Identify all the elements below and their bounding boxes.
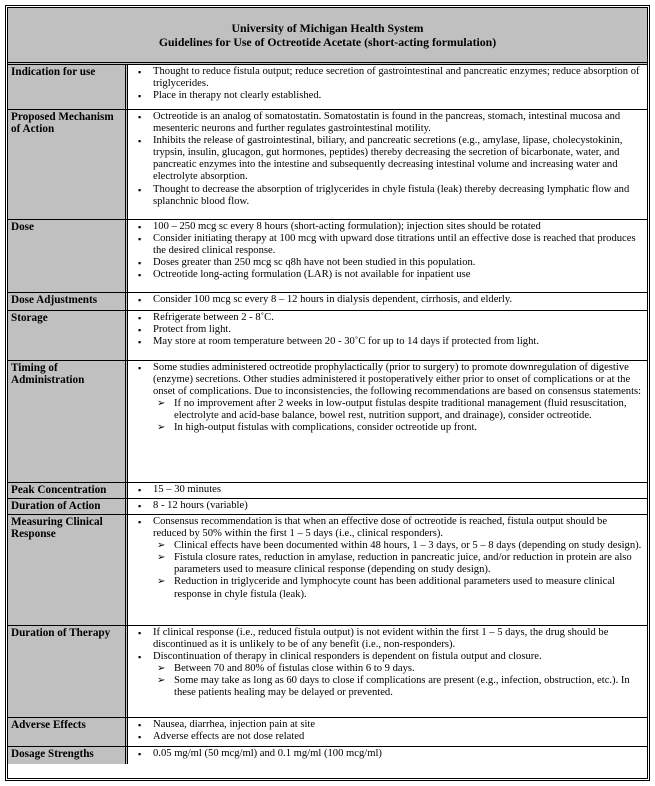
table-row bbox=[8, 515, 647, 626]
bullet-item bbox=[132, 651, 643, 663]
square-bullet-icon: ▪ bbox=[138, 234, 142, 245]
row-content bbox=[128, 499, 647, 514]
square-bullet-icon: ▪ bbox=[138, 258, 142, 269]
row-content bbox=[128, 361, 647, 482]
sub-bullet-item bbox=[153, 675, 643, 699]
sub-bullet-text: If no improvement after 2 weeks in low-output fistulas despite traditional management (fluid resuscitation, electrolyte and acid-base balance, bowel rest, nutrition support, and drainage), consider octreotide. bbox=[174, 398, 627, 422]
bullet-text: If clinical response (i.e., reduced fistula output) is not evident within the first 1 – 5 days, the drug should be discontinued as it is unlikely to be of any benefit (i.e., non-responders). bbox=[153, 627, 609, 651]
row-content bbox=[128, 747, 647, 764]
square-bullet-icon: ▪ bbox=[138, 501, 142, 511]
row-label: Storage bbox=[8, 311, 128, 360]
bullet-item bbox=[132, 294, 643, 306]
bullet-text: 0.05 mg/ml (50 mcg/ml) and 0.1 mg/ml (100 mcg/ml) bbox=[153, 748, 382, 759]
bullet-text: Octreotide long-acting formulation (LAR) is not available for inpatient use bbox=[153, 269, 471, 281]
row-content bbox=[128, 483, 647, 498]
bullet-item bbox=[132, 627, 643, 651]
arrow-bullet-icon: ➢ bbox=[157, 422, 166, 434]
square-bullet-icon: ▪ bbox=[138, 720, 142, 730]
bullet-item bbox=[132, 731, 643, 743]
row-content bbox=[128, 293, 647, 310]
row-content bbox=[128, 311, 647, 360]
sub-bullet-text: Clinical effects have been documented within 48 hours, 1 – 3 days, or 5 – 8 days (depending on study design). bbox=[174, 540, 642, 552]
table-row bbox=[8, 483, 647, 499]
sub-bullet-item bbox=[153, 540, 643, 552]
square-bullet-icon: ▪ bbox=[138, 67, 142, 77]
table-row bbox=[8, 311, 647, 361]
row-content bbox=[128, 110, 647, 219]
bullet-item bbox=[132, 233, 643, 257]
bullet-text: Inhibits the release of gastrointestinal, biliary, and pancreatic secretions (e.g., amylase, lipase, cholecystokinin, trypsin, insulin, glucagon, gut hormones, peptides) thereby decreasing the secretion of bicarbonate, water, and pancreatic enzymes into the intestine and subsequently decreasing intestinal volume and increasing water and electrolyte absorption. bbox=[153, 135, 623, 183]
arrow-bullet-icon: ➢ bbox=[157, 663, 166, 675]
sub-bullet-text: Some may take as long as 60 days to close if complications are present (e.g., infection, obstruction, etc.). In these patients healing may be delayed or prevented. bbox=[174, 675, 630, 699]
square-bullet-icon: ▪ bbox=[138, 337, 142, 348]
square-bullet-icon: ▪ bbox=[138, 485, 142, 495]
bullet-item bbox=[132, 748, 643, 760]
bullet-text: Consensus recommendation is that when an effective dose of octreotide is reached, fistula output should be reduced by 50% within the first 1 – 5 days (i.e., clinical responders). bbox=[153, 516, 608, 540]
row-label: Duration of Therapy bbox=[8, 626, 128, 717]
square-bullet-icon: ▪ bbox=[138, 652, 142, 663]
table-row bbox=[8, 110, 647, 220]
bullet-item bbox=[132, 336, 643, 348]
sub-bullet-text: In high-output fistulas with complications, consider octreotide up front. bbox=[174, 422, 478, 434]
organization-name: University of Michigan Health System bbox=[231, 21, 424, 35]
row-label: Indication for use bbox=[8, 65, 128, 109]
bullet-text: Doses greater than 250 mcg sc q8h have not been studied in this population. bbox=[153, 257, 476, 269]
bullet-item bbox=[132, 362, 643, 398]
bullet-item bbox=[132, 221, 643, 233]
square-bullet-icon: ▪ bbox=[138, 295, 142, 305]
bullet-text: May store at room temperature between 20 - 30˚C for up to 14 days if protected from light. bbox=[153, 336, 539, 348]
sub-bullet-text: Between 70 and 80% of fistulas close within 6 to 9 days. bbox=[174, 663, 415, 675]
bullet-text: Octreotide is an analog of somatostatin. Somatostatin is found in the pancreas, stomach, intestinal mucosa and mesenteric neurons and further regulates gastrointestinal motility. bbox=[153, 111, 621, 135]
row-content bbox=[128, 718, 647, 746]
row-content bbox=[128, 220, 647, 292]
bullet-item bbox=[132, 500, 643, 512]
arrow-bullet-icon: ➢ bbox=[157, 398, 166, 410]
row-label: Peak Concentration bbox=[8, 483, 128, 498]
square-bullet-icon: ▪ bbox=[138, 136, 142, 147]
row-label: Measuring Clinical Response bbox=[8, 515, 128, 625]
bullet-item bbox=[132, 257, 643, 269]
table-row bbox=[8, 65, 647, 110]
row-label: Dosage Strengths bbox=[8, 747, 128, 764]
row-content bbox=[128, 515, 647, 625]
row-label: Dose bbox=[8, 220, 128, 292]
bullet-item bbox=[132, 184, 643, 208]
arrow-bullet-icon: ➢ bbox=[157, 675, 166, 687]
sub-bullet-text: Fistula closure rates, reduction in amylase, reduction in pancreatic juice, and/or reduction in protein are also parameters used to measure clinical response (depending on study design). bbox=[174, 552, 632, 576]
table-row bbox=[8, 499, 647, 515]
bullet-text: Refrigerate between 2 - 8˚C. bbox=[153, 312, 274, 323]
bullet-item bbox=[132, 324, 643, 336]
bullet-item bbox=[132, 516, 643, 540]
bullet-item bbox=[132, 66, 643, 90]
bullet-text: Nausea, diarrhea, injection pain at site bbox=[153, 719, 316, 730]
document-title: Guidelines for Use of Octreotide Acetate (short-acting formulation) bbox=[158, 35, 497, 49]
bullet-text: 15 – 30 minutes bbox=[153, 484, 221, 495]
square-bullet-icon: ▪ bbox=[138, 517, 142, 527]
bullet-text: Some studies administered octreotide prophylactically (prior to surgery) to promote downregulation of digestive (enzyme) secretions. Other studies administered it postoperatively either prior to onset of complications or at the onset of complications. Due to inconsistencies, the following recommendations are based on consensus statements: bbox=[153, 362, 642, 398]
document-header bbox=[8, 8, 647, 65]
sub-bullet-text: Reduction in triglyceride and lymphocyte count has been additional parameters used to measure clinical response in chyle fistula (leak). bbox=[174, 576, 615, 600]
square-bullet-icon: ▪ bbox=[138, 222, 142, 232]
sub-bullet-item bbox=[153, 422, 643, 434]
square-bullet-icon: ▪ bbox=[138, 91, 142, 102]
table-row bbox=[8, 747, 647, 764]
bullet-text: 100 – 250 mcg sc every 8 hours (short-acting formulation); injection sites should be rotated bbox=[153, 221, 541, 232]
row-label: Dose Adjustments bbox=[8, 293, 128, 310]
table-row bbox=[8, 293, 647, 311]
sub-bullet-item bbox=[153, 576, 643, 600]
bullet-item bbox=[132, 719, 643, 731]
square-bullet-icon: ▪ bbox=[138, 270, 142, 281]
square-bullet-icon: ▪ bbox=[138, 184, 142, 195]
square-bullet-icon: ▪ bbox=[138, 749, 142, 759]
bullet-text: Consider initiating therapy at 100 mcg with upward dose titrations until an effective dose is reached that produces the desired clinical response. bbox=[153, 233, 636, 257]
table-row bbox=[8, 626, 647, 718]
bullet-text: Consider 100 mcg sc every 8 – 12 hours in dialysis dependent, cirrhosis, and elderly. bbox=[153, 294, 513, 305]
bullet-text: 8 - 12 hours (variable) bbox=[153, 500, 248, 511]
row-label: Timing of Administration bbox=[8, 361, 128, 482]
table-row bbox=[8, 361, 647, 483]
row-label: Adverse Effects bbox=[8, 718, 128, 746]
bullet-item bbox=[132, 312, 643, 324]
sub-bullet-item bbox=[153, 663, 643, 675]
bullet-text: Discontinuation of therapy in clinical responders is dependent on fistula output and closure. bbox=[153, 651, 542, 663]
sub-bullet-item bbox=[153, 552, 643, 576]
bullet-text: Place in therapy not clearly established. bbox=[153, 90, 322, 102]
table-row bbox=[8, 220, 647, 293]
square-bullet-icon: ▪ bbox=[138, 112, 142, 122]
sub-bullet-item bbox=[153, 398, 643, 422]
square-bullet-icon: ▪ bbox=[138, 732, 142, 743]
row-content bbox=[128, 65, 647, 109]
guidelines-table bbox=[8, 65, 647, 764]
bullet-text: Protect from light. bbox=[153, 324, 231, 336]
bullet-item bbox=[132, 269, 643, 281]
arrow-bullet-icon: ➢ bbox=[157, 540, 166, 552]
row-label: Duration of Action bbox=[8, 499, 128, 514]
square-bullet-icon: ▪ bbox=[138, 628, 142, 638]
square-bullet-icon: ▪ bbox=[138, 313, 142, 323]
row-label: Proposed Mechanism of Action bbox=[8, 110, 128, 219]
bullet-text: Thought to decrease the absorption of triglycerides in chyle fistula (leak) thereby decreasing lymphatic flow and splanchnic blood flow. bbox=[153, 183, 630, 207]
bullet-item bbox=[132, 484, 643, 496]
arrow-bullet-icon: ➢ bbox=[157, 576, 166, 588]
table-row bbox=[8, 718, 647, 747]
row-content bbox=[128, 626, 647, 717]
guidelines-document bbox=[5, 5, 650, 781]
bullet-item bbox=[132, 90, 643, 102]
bullet-item bbox=[132, 111, 643, 135]
bullet-text: Adverse effects are not dose related bbox=[153, 731, 305, 743]
bullet-text: Thought to reduce fistula output; reduce secretion of gastrointestinal and pancreatic enzymes; reduce absorption of triglycerides. bbox=[153, 66, 640, 90]
square-bullet-icon: ▪ bbox=[138, 363, 142, 373]
arrow-bullet-icon: ➢ bbox=[157, 552, 166, 564]
square-bullet-icon: ▪ bbox=[138, 325, 142, 336]
bullet-item bbox=[132, 135, 643, 183]
